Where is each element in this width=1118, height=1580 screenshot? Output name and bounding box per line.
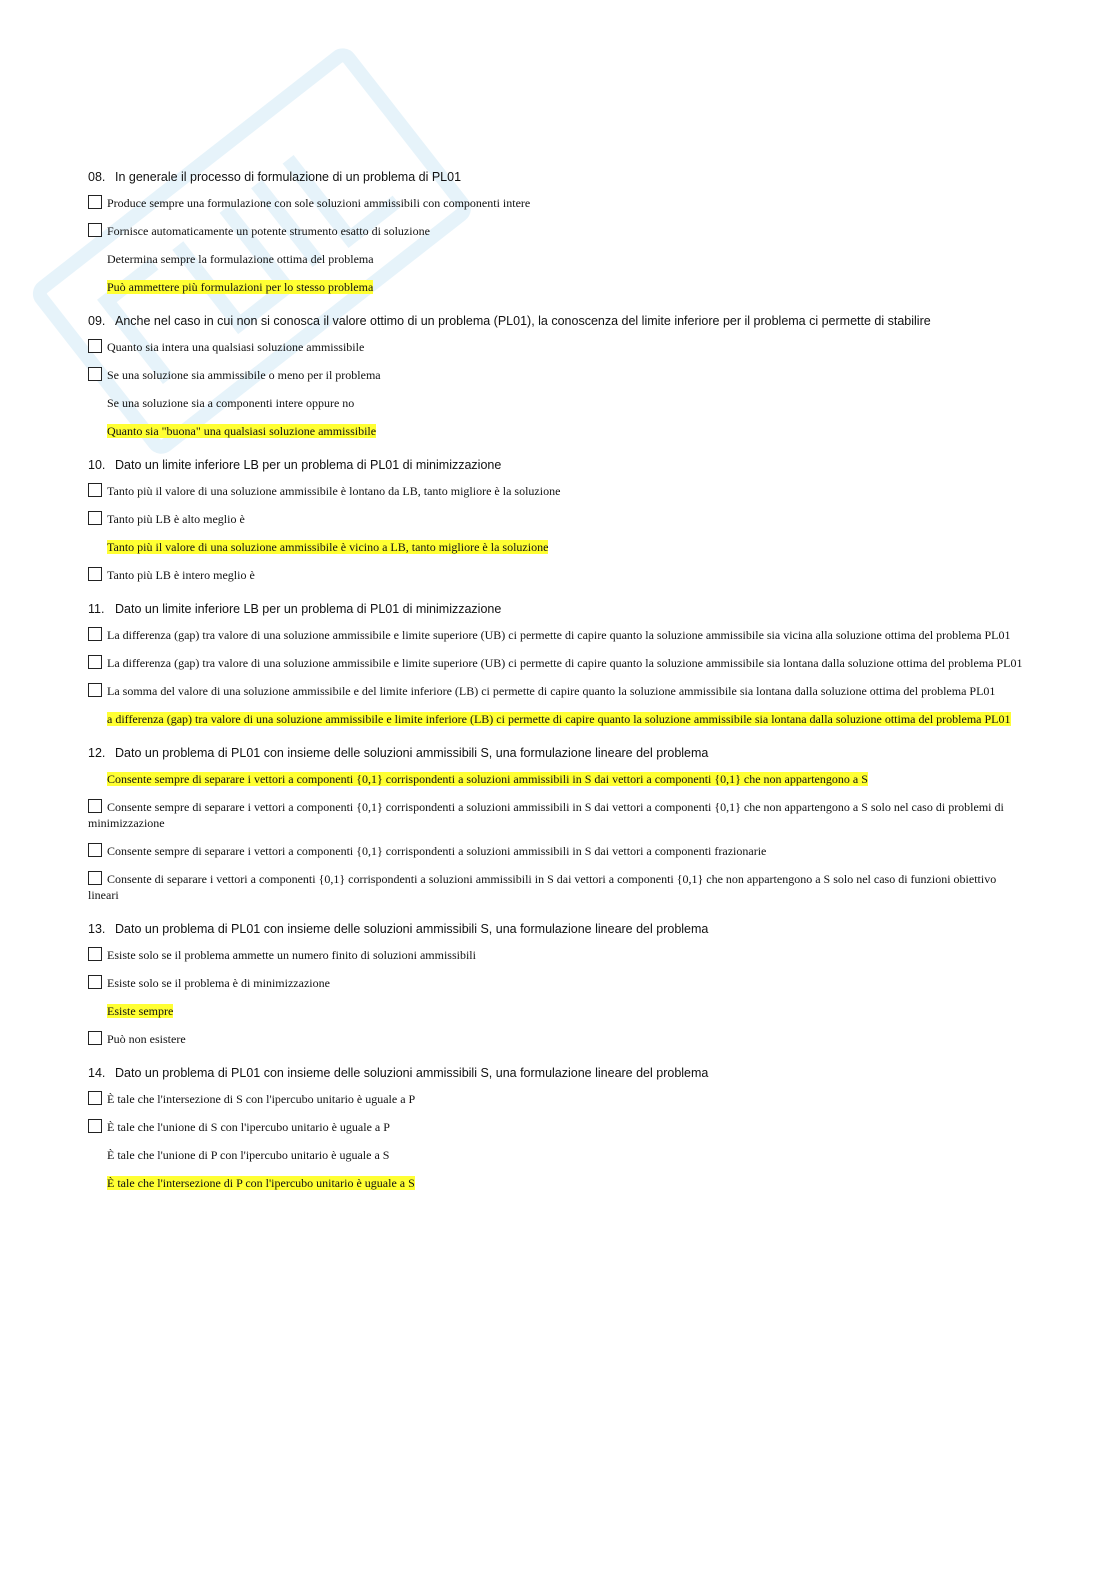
answer-option[interactable] [88,975,1028,991]
correct-answer-text: Può ammettere più formulazioni per lo stesso problema [107,280,374,294]
question-number: 12. [88,746,106,760]
question-heading [88,920,1028,938]
question-heading [88,600,1028,618]
question-block [88,600,1028,727]
answer-option[interactable] [88,871,1028,903]
answer-checkbox[interactable] [88,483,102,497]
answer-text: Se una soluzione sia ammissibile o meno per il problema [107,368,381,382]
question-block [88,456,1028,583]
question-block [88,744,1028,903]
answer-checkbox[interactable] [88,1031,102,1045]
answer-checkbox[interactable] [88,799,102,813]
question-text: Dato un limite inferiore LB per un problema di PL01 di minimizzazione [115,458,502,472]
answer-option[interactable] [88,223,1028,239]
answer-text: Se una soluzione sia a componenti intere oppure no [107,396,355,410]
question-heading [88,456,1028,474]
question-text: Dato un problema di PL01 con insieme delle soluzioni ammissibili S, una formulazione lineare del problema [115,746,709,760]
question-block [88,1064,1028,1191]
answer-checkbox[interactable] [88,871,102,885]
answer-text: Quanto sia intera una qualsiasi soluzione ammissibile [107,340,365,354]
answer-text: Può non esistere [107,1032,186,1046]
answer-option[interactable] [88,683,1028,699]
answer-option[interactable] [88,1031,1028,1047]
answer-text: Consente sempre di separare i vettori a componenti {0,1} corrispondenti a soluzioni ammissibili in S dai vettori a componenti frazionarie [107,844,767,858]
question-heading [88,1064,1028,1082]
answer-checkbox[interactable] [88,1119,102,1133]
answer-text: La differenza (gap) tra valore di una soluzione ammissibile e limite superiore (UB) ci permette di capire quanto la soluzione ammissibile sia vicina alla soluzione ottima del problema PL01 [107,628,1011,642]
answer-option[interactable] [88,423,1028,439]
answer-text: Produce sempre una formulazione con sole soluzioni ammissibili con componenti intere [107,196,531,210]
answer-checkbox[interactable] [88,567,102,581]
question-text: Dato un problema di PL01 con insieme delle soluzioni ammissibili S, una formulazione lineare del problema [115,922,709,936]
answer-checkbox[interactable] [88,655,102,669]
question-number: 08. [88,170,106,184]
correct-answer-text: a differenza (gap) tra valore di una soluzione ammissibile e limite inferiore (LB) ci permette di capire quanto la soluzione ammissibile sia lontana dalla soluzione ottima del problema PL01 [107,712,1011,726]
question-block [88,920,1028,1047]
answer-text: La somma del valore di una soluzione ammissibile e del limite inferiore (LB) ci permette di capire quanto la soluzione ammissibile sia lontana dalla soluzione ottima del problema PL01 [107,684,996,698]
answer-text: È tale che l'intersezione di S con l'ipercubo unitario è uguale a P [107,1092,416,1106]
answer-option[interactable] [88,655,1028,671]
answer-text: Consente sempre di separare i vettori a componenti {0,1} corrispondenti a soluzioni ammissibili in S dai vettori a componenti {0,1} che non appartengono a S solo nel caso di problemi di minimizzazione [88,800,1004,830]
answer-text: La differenza (gap) tra valore di una soluzione ammissibile e limite superiore (UB) ci permette di capire quanto la soluzione ammissibile sia lontana dalla soluzione ottima del problema PL01 [107,656,1023,670]
answer-option[interactable] [88,539,1028,555]
question-heading [88,168,1028,186]
answer-option[interactable] [88,1147,1028,1163]
answer-option[interactable] [88,483,1028,499]
answer-option[interactable] [88,1003,1028,1019]
answer-option[interactable] [88,771,1028,787]
question-text: Dato un problema di PL01 con insieme delle soluzioni ammissibili S, una formulazione lineare del problema [115,1066,709,1080]
question-text: Dato un limite inferiore LB per un problema di PL01 di minimizzazione [115,602,502,616]
answer-text: Determina sempre la formulazione ottima del problema [107,252,374,266]
answer-option[interactable] [88,1175,1028,1191]
answer-checkbox[interactable] [88,627,102,641]
question-heading [88,312,1028,330]
correct-answer-text: È tale che l'intersezione di P con l'ipercubo unitario è uguale a S [107,1176,415,1190]
question-number: 13. [88,922,106,936]
quiz-content [88,168,1028,1208]
correct-answer-text: Esiste sempre [107,1004,174,1018]
answer-checkbox[interactable] [88,975,102,989]
answer-checkbox[interactable] [88,339,102,353]
correct-answer-text: Consente sempre di separare i vettori a componenti {0,1} corrispondenti a soluzioni ammissibili in S dai vettori a componenti {0,1} che non appartengono a S [107,772,868,786]
question-heading [88,744,1028,762]
answer-text: È tale che l'unione di P con l'ipercubo unitario è uguale a S [107,1148,390,1162]
question-number: 09. [88,314,106,328]
answer-option[interactable] [88,1119,1028,1135]
answer-checkbox[interactable] [88,1091,102,1105]
question-text: In generale il processo di formulazione di un problema di PL01 [115,170,462,184]
answer-checkbox[interactable] [88,223,102,237]
answer-option[interactable] [88,339,1028,355]
answer-option[interactable] [88,1091,1028,1107]
answer-text: Tanto più il valore di una soluzione ammissibile è lontano da LB, tanto migliore è la soluzione [107,484,561,498]
answer-option[interactable] [88,711,1028,727]
question-number: 10. [88,458,106,472]
answer-text: Tanto più LB è alto meglio è [107,512,245,526]
answer-text: Consente di separare i vettori a componenti {0,1} corrispondenti a soluzioni ammissibili in S dai vettori a componenti {0,1} che non appartengono a S solo nel caso di funzioni obiettivo lineari [88,872,997,902]
question-block [88,312,1028,439]
answer-option[interactable] [88,947,1028,963]
answer-option[interactable] [88,799,1028,831]
answer-option[interactable] [88,567,1028,583]
answer-option[interactable] [88,843,1028,859]
answer-option[interactable] [88,279,1028,295]
answer-text: Fornisce automaticamente un potente strumento esatto di soluzione [107,224,430,238]
question-text: Anche nel caso in cui non si conosca il valore ottimo di un problema (PL01), la conoscenza del limite inferiore per il problema ci permette di stabilire [115,314,931,328]
answer-text: Tanto più LB è intero meglio è [107,568,255,582]
answer-text: È tale che l'unione di S con l'ipercubo unitario è uguale a P [107,1120,390,1134]
correct-answer-text: Quanto sia "buona" una qualsiasi soluzione ammissibile [107,424,377,438]
answer-checkbox[interactable] [88,683,102,697]
answer-option[interactable] [88,195,1028,211]
answer-option[interactable] [88,367,1028,383]
answer-checkbox[interactable] [88,843,102,857]
question-number: 14. [88,1066,106,1080]
answer-checkbox[interactable] [88,947,102,961]
answer-checkbox[interactable] [88,511,102,525]
answer-text: Esiste solo se il problema è di minimizzazione [107,976,330,990]
answer-option[interactable] [88,395,1028,411]
answer-text: Esiste solo se il problema ammette un numero finito di soluzioni ammissibili [107,948,476,962]
answer-option[interactable] [88,627,1028,643]
answer-option[interactable] [88,251,1028,267]
answer-checkbox[interactable] [88,367,102,381]
correct-answer-text: Tanto più il valore di una soluzione ammissibile è vicino a LB, tanto migliore è la soluzione [107,540,549,554]
question-number: 11. [88,602,105,616]
question-block [88,168,1028,295]
answer-option[interactable] [88,511,1028,527]
answer-checkbox[interactable] [88,195,102,209]
